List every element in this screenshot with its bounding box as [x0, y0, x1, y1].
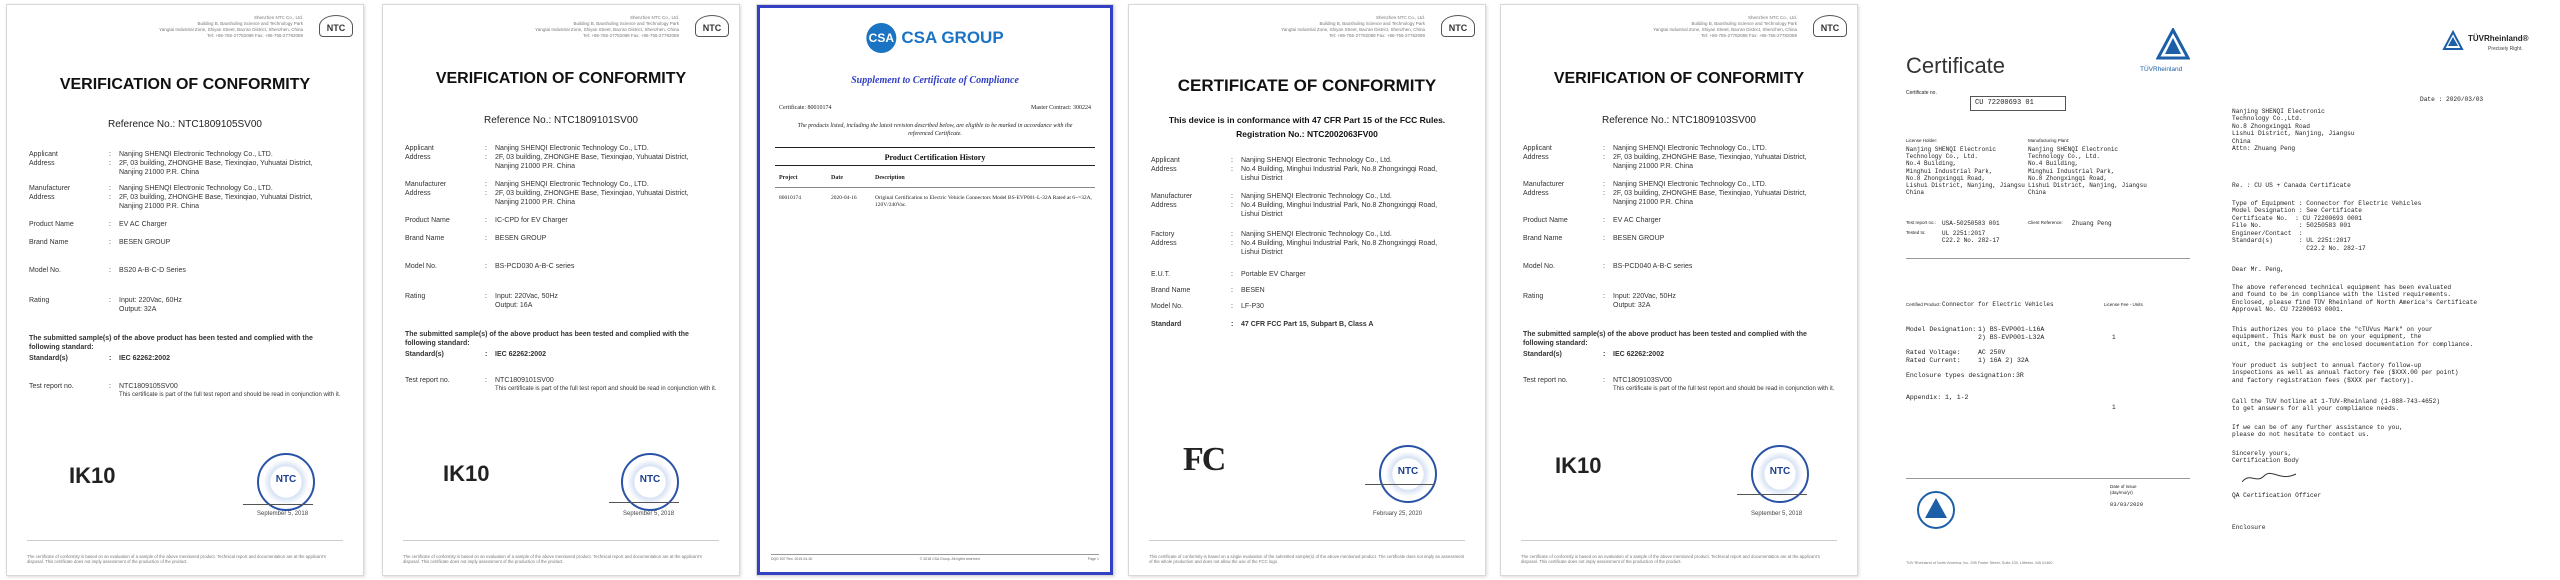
certificate-no-label: Certificate no. [1906, 90, 1937, 96]
compliance-statement: The submitted sample(s) of the above product has been tested and complied with the following standard: [29, 335, 313, 351]
product-value: IC-CPD for EV Charger [495, 217, 568, 224]
row-date: 2020-04-16 [831, 195, 857, 201]
col-date: Date [831, 175, 843, 181]
ik10-mark: IK10 [1555, 453, 1602, 478]
manufacturer-label: Manufacturer Address [1523, 181, 1565, 197]
equipment-details: Type of Equipment : Connector for Electric Vehicles Model Designation : See Certificate Certificate No. : CU 72200693 0001 File No. : 50250583 001 Engineer/Contact : Standard(s) : UL 2251:2017 C22.2 No. 282-17 [2232, 200, 2422, 252]
certificate-ntc-3[interactable]: Shenzhen NTC Co., Ltd. Building B, Baoshuling Science and Technology Park Yangtai Industrial Zone, Shiyan Street, Bao'an District, Shenzhen, China Tel: +86-755-27782088 Fax: +86-755-27782089 NTC VERIFICATION OF CONFORMITY Reference No.: NTC1809103SV00 Applicant Address : : Nanjing SHENQI Electronic Technology Co., LTD. 2F, 03 building, ZHONGHE Base, Tiexinqiao, Yuhuatai District, Nanjing 21000 P.R. China Manufacturer Address : : Nanjing SHENQI Electronic Technology Co., LTD. 2F, 03 building, ZHONGHE Base, Tiexinqiao, Yuhuatai District, Nanjing 21000 P.R. China Product Name : EV AC Charger Brand Name : BESEN GROUP Model No. : BS-PCD040 A-B-C series Rating : Input: 220Vac, 50Hz Output: 32A The submitted sample(s) of the above product has been tested and complied with the following standard: Standard(s) : IEC 62262:2002 Test report no. : NTC1809103SV00 This certificate is part of the full test report and should be read in conjunction with it. IK10 NTC September 5, 2018 The certificate of conformity is based on an evaluation of a sample of the above mentioned product. Technical report and documentation are at the applicant's disposal. This certificate does not imply assessment of the production of the product. [1500, 4, 1858, 576]
col-project: Project [779, 175, 798, 181]
factory-label: Factory Address [1151, 231, 1177, 247]
reference-number: Reference No.: NTC1809101SV00 [484, 115, 638, 126]
rating-label: Rating [1523, 293, 1544, 300]
ik10-mark: IK10 [69, 463, 116, 488]
certificate-ntc-1[interactable]: Shenzhen NTC Co., Ltd. Building B, Baoshuling Science and Technology Park Yangtai Industrial Zone, Shiyan Street, Bao'an District, Shenzhen, China Tel: +86-755-27782088 Fax: +86-755-27782089 NTC VERIFICATION OF CONFORMITY Reference No.: NTC1809105SV00 Applicant Address : : Nanjing SHENQI Electronic Technology Co., LTD. 2F, 03 building, ZHONGHE Base, Tiexinqiao, Yuhuatai District, Nanjing 21000 P.R. China Manufacturer Address : : Nanjing SHENQI Electronic Technology Co., LTD. 2F, 03 building, ZHONGHE Base, Tiexinqiao, Yuhuatai District, Nanjing 21000 P.R. China Product Name : EV AC Charger Brand Name : BESEN GROUP Model No. : BS20 A-B-C-D Series Rating : Input: 220Vac, 60Hz Output: 32A The submitted sample(s) of the above product has been tested and complied with the following standard: Standard(s) : IEC 62262:2002 Test report no. : NTC1809105SV00 This certificate is part of the full test report and should be read in conjunction with it. IK10 NTC September 5, 2018 The certificate of conformity is based on an evaluation of a sample of the above mentioned product. Technical report and documentation are at the applicant's disposal. This certificate does not imply assessment of the production of the product. [6, 4, 364, 576]
reference-number: Reference No.: NTC1809103SV00 [1602, 115, 1756, 126]
rating-value: Input: 220Vac, 50Hz Output: 16A [495, 293, 558, 309]
standard-label: Standard [1151, 321, 1182, 328]
eligibility-note: The products listed, including the latest revision described below, are eligible to be marked in accordance with the referenced Certificate. [797, 123, 1073, 137]
product-label: Product Name [405, 217, 450, 224]
issue-date: September 5, 2018 [623, 511, 675, 517]
tuv-footer: TÜV Rheinland of North America, Inc. 295 Foster Street, Suite 100, Littleton, MA 01460 [1906, 561, 2053, 566]
master-contract: Master Contract: 300224 [1031, 105, 1091, 111]
lab-header: Shenzhen NTC Co., Ltd. Building B, Baoshuling Science and Technology Park Yangtai Industrial Zone, Shiyan Street, Bao'an District, Shenzhen, China Tel: +86-755-27782088 Fax: +86-755-27782089 [535, 15, 679, 39]
csa-logo [866, 23, 1003, 53]
csa-frame [757, 5, 1113, 575]
report-note: This certificate is part of the full test report and should be read in conjunction with it. [1613, 385, 1835, 392]
signature [609, 485, 679, 503]
tested-value: UL 2251:2017 C22.2 No. 282-17 [1942, 230, 2000, 245]
model-label: Model No. [1523, 263, 1555, 270]
date-value: 03/03/2020 [2110, 501, 2144, 508]
manufacturer-label: Manufacturer Address [29, 185, 71, 201]
certificate-tuv[interactable] [1870, 4, 2210, 576]
fee-units-1: 1 [2112, 334, 2116, 341]
applicant-value: Nanjing SHENQI Electronic Technology Co., LTD. 2F, 03 building, ZHONGHE Base, Tiexinqiao, Yuhuatai District, Nanjing 21000 P.R. China [1613, 145, 1807, 170]
certificate-csa[interactable] [756, 4, 1114, 576]
letter-body-4: Call the TUV hotline at 1-TUV-Rheinland (1-888-743-4652) to get answers for all your compliance needs. [2232, 398, 2440, 413]
report-value: NTC1809105SV00 [119, 383, 178, 390]
standard-label: Standard(s) [29, 355, 68, 362]
signature [1365, 467, 1435, 485]
certificate-ntc-2[interactable]: Shenzhen NTC Co., Ltd. Building B, Baoshuling Science and Technology Park Yangtai Industrial Zone, Shiyan Street, Bao'an District, Shenzhen, China Tel: +86-755-27782088 Fax: +86-755-27782089 NTC VERIFICATION OF CONFORMITY Reference No.: NTC1809101SV00 Applicant Address : : Nanjing SHENQI Electronic Technology Co., LTD. 2F, 03 building, ZHONGHE Base, Tiexinqiao, Yuhuatai District, Nanjing 21000 P.R. China Manufacturer Address : : Nanjing SHENQI Electronic Technology Co., LTD. 2F, 03 building, ZHONGHE Base, Tiexinqiao, Yuhuatai District, Nanjing 21000 P.R. China Product Name : IC-CPD for EV Charger Brand Name : BESEN GROUP Model No. : BS-PCD030 A-B-C series Rating : Input: 220Vac, 50Hz Output: 16A The submitted sample(s) of the above product has been tested and complied with the following standard: Standard(s) : IEC 62262:2002 Test report no. : NTC1809101SV00 This certificate is part of the full test report and should be read in conjunction with it. IK10 NTC September 5, 2018 The certificate of conformity is based on an evaluation of a sample of the above mentioned product. Technical report and documentation are at the applicant's disposal. This certificate does not imply assessment of the production of the product. [382, 4, 740, 576]
registration-number: Registration No.: NTC2002063FV00 [1236, 129, 1378, 139]
lab-header: Shenzhen NTC Co., Ltd. Building B, Baoshuling Science and Technology Park Yangtai Industrial Zone, Shiyan Street, Bao'an District, Shenzhen, China Tel: +86-755-27782088 Fax: +86-755-27782089 [159, 15, 303, 39]
issue-date: September 5, 2018 [257, 511, 309, 517]
report-value: NTC1809103SV00 [1613, 377, 1672, 384]
tuv-tagline: Precisely Right. [2488, 46, 2523, 52]
compliance-statement: The submitted sample(s) of the above product has been tested and complied with the following standard: [1523, 331, 1807, 347]
rating-label: Rating [29, 297, 50, 304]
mfg-label: Manufacturing Plant: [2028, 138, 2070, 143]
certificate-footer: The certificate of conformity is based on an evaluation of a sample of the above mentioned product. Technical report and documentation are at the applicant's disposal. This certificate does not imply assessment of the production of the product. [27, 553, 326, 565]
enclosure: Enclosure [2232, 524, 2266, 531]
product-value: Connector for Electric Vehicles [1942, 301, 2054, 308]
report-value: USA-50250583 001 [1942, 220, 2000, 227]
brand-label: Brand Name [29, 239, 69, 246]
license-fee-label: License Fee - Units [2104, 302, 2143, 307]
manufacturer-value: Nanjing SHENQI Electronic Technology Co., Ltd. No.4 Building, Minghui Industrial Park, No.8 Zhongxingqi Road, Lishui District [1241, 193, 1438, 218]
brand-value: BESEN [1241, 287, 1265, 294]
manufacturer-value: Nanjing SHENQI Electronic Technology Co., LTD. 2F, 03 building, ZHONGHE Base, Tiexinqiao, Yuhuatai District, Nanjing 21000 P.R. China [1613, 181, 1807, 206]
date-label: Date of Issue (day/mo/yr) [2110, 484, 2137, 495]
report-note: This certificate is part of the full test report and should be read in conjunction with it. [119, 391, 341, 398]
manufacturer-label: Manufacturer Address [405, 181, 447, 197]
issue-date: February 25, 2020 [1373, 511, 1423, 517]
salutation: Dear Mr. Peng, [2232, 266, 2284, 273]
product-label: Product Name [29, 221, 74, 228]
brand-label: Brand Name [1523, 235, 1563, 242]
client-label: Client Reference: [2028, 220, 2063, 225]
applicant-label: Applicant Address [1151, 157, 1180, 173]
rating-value: Input: 220Vac, 50Hz Output: 32A [1613, 293, 1676, 309]
brand-value: BESEN GROUP [119, 239, 171, 246]
certificate-fcc[interactable]: Shenzhen NTC Co., Ltd. Building B, Baoshuling Science and Technology Park Yangtai Industrial Zone, Shiyan Street, Bao'an District, Shenzhen, China Tel: +86-755-27782088 Fax: +86-755-27782089 NTC CERTIFICATE OF CONFORMITY This device is in conformance with 47 CFR Part 15 of the FCC Rules. Registration No.: NTC2002063FV00 Applicant Address : : Nanjing SHENQI Electronic Technology Co., Ltd. No.4 Building, Minghui Industrial Park, No.8 Zhongxingqi Road, Lishui District Manufacturer Address : : Nanjing SHENQI Electronic Technology Co., Ltd. No.4 Building, Minghui Industrial Park, No.8 Zhongxingqi Road, Lishui District Factory Address : : Nanjing SHENQI Electronic Technology Co., Ltd. No.4 Building, Minghui Industrial Park, No.8 Zhongxingqi Road, Lishui District E.U.T. : Portable EV Charger Brand Name : BESEN Model No. : LF-P30 Standard : 47 CFR FCC Part 15, Subpart B, Class A FC NTC February 25, 2020 This certificate of conformity is based on a single evaluation of the submitted sample(s) of the above mentioned product. The certificate does not imply an assessment of the whole production and does not allow the use of the FCC logo. [1128, 4, 1486, 576]
letter-body-1: The above referenced technical equipment has been evaluated and found to be in compliance with the listed requirements. Enclosed, please find TÜV Rheinland of North America's Certificate Approval No. CU 72200693 0001. [2232, 284, 2478, 314]
lab-header: Shenzhen NTC Co., Ltd. Building B, Baoshuling Science and Technology Park Yangtai Industrial Zone, Shiyan Street, Bao'an District, Shenzhen, China Tel: +86-755-27782088 Fax: +86-755-27782089 [1653, 15, 1797, 39]
ctuvus-mark-icon [1916, 490, 1956, 530]
product-details: Model Designation: 1) BS-EVP001-L16A 2) BS-EVP001-L32A Rated Voltage: AC 250V Rated Current: 1) 16A 2) 32A Enclosure types designation: 3R Appendix: 1, 1-2 [1906, 326, 2045, 402]
signature [1737, 477, 1807, 495]
ntc-seal-icon: NTC [257, 453, 315, 511]
tested-label: Tested to: [1906, 230, 1926, 235]
certificate-footer: This certificate of conformity is based on a single evaluation of the submitted sample(s) of the above mentioned product. The certificate does not imply an assessment of the whole production and does not allow the use of the FCC logo. [1149, 553, 1465, 565]
history-row [779, 195, 1093, 209]
row-project: 80010174 [779, 195, 801, 201]
closing: Sincerely yours, Certification Body [2232, 450, 2299, 465]
rating-value: Input: 220Vac, 60Hz Output: 32A [119, 297, 182, 313]
certificate-footer: The certificate of conformity is based on an evaluation of a sample of the above mentioned product. Technical report and documentation are at the applicant's disposal. This certificate does not imply assessment of the production of the product. [403, 553, 702, 565]
tuv-brand: TÜVRheinland [2140, 66, 2183, 73]
lab-header: Shenzhen NTC Co., Ltd. Building B, Baoshuling Science and Technology Park Yangtai Industrial Zone, Shiyan Street, Bao'an District, Shenzhen, China Tel: +86-755-27782088 Fax: +86-755-27782089 [1281, 15, 1425, 39]
standard-label: Standard(s) [405, 351, 444, 358]
product-label: Certified Product: [1906, 302, 1941, 307]
applicant-label: Applicant Address [405, 145, 434, 161]
csa-logo-text: CSA GROUP [901, 28, 1004, 47]
csa-logo-icon: CSA [866, 23, 896, 53]
holder-label: License Holder: [1906, 138, 1938, 143]
model-value: BS-PCD040 A-B-C series [1613, 263, 1693, 270]
signature-icon [2240, 470, 2300, 486]
ik10-mark: IK10 [443, 461, 490, 486]
tuv-brand: TÜVRheinland® [2468, 34, 2529, 43]
ntc-logo-icon: NTC [319, 15, 353, 37]
reference-number: Reference No.: NTC1809105SV00 [108, 119, 262, 130]
ntc-seal-icon: NTC [1379, 445, 1437, 503]
compliance-statement: The submitted sample(s) of the above product has been tested and complied with the following standard: [405, 331, 689, 347]
report-note: This certificate is part of the full test report and should be read in conjunction with it. [495, 385, 717, 392]
ntc-seal-icon: NTC [1751, 445, 1809, 503]
certificate-number: Certificate: 80010174 [779, 105, 832, 111]
signature [243, 487, 313, 505]
certificate-title: VERIFICATION OF CONFORMITY [1553, 70, 1805, 87]
letter-body-5: If we can be of any further assistance to you, please do not hesitate to contact us. [2232, 424, 2403, 439]
certificate-no: CU 72200693 01 [1970, 96, 2066, 111]
applicant-value: Nanjing SHENQI Electronic Technology Co., LTD. 2F, 03 building, ZHONGHE Base, Tiexinqiao, Yuhuatai District, Nanjing 21000 P.R. China [495, 145, 689, 170]
mfg-value: Nanjing SHENQI Electronic Technology Co., Ltd. No.4 Building, Minghui Industrial Park, No.8 Zhongxingqi Road, Lishui District, Nanjing, Jiangsu China [2028, 146, 2147, 197]
product-label: Product Name [1523, 217, 1568, 224]
brand-label: Brand Name [1151, 287, 1191, 294]
certificate-title: Certificate [1906, 53, 2006, 78]
manufacturer-label: Manufacturer Address [1151, 193, 1193, 209]
letter-date: Date : 2020/03/03 [2420, 96, 2484, 103]
ntc-logo-icon: NTC [1813, 15, 1847, 37]
report-label: Test report no. [1523, 377, 1568, 384]
ntc-seal-icon: NTC [621, 453, 679, 511]
letter-body-2: This authorizes you to place the "cTUVus Mark" on your equipment. This Mark must be on your equipment, the unit, the packaging or the enclosed documentation for compliance. [2232, 326, 2474, 348]
ntc-logo-icon: NTC [1441, 15, 1475, 37]
ntc-logo-icon: NTC [695, 15, 729, 37]
brand-value: BESEN GROUP [495, 235, 547, 242]
letter-body-3: Your product is subject to annual factory follow-up inspections as well as annual factory fee ($XXX.00 per point) and factory registration fees ($XXX per factory). [2232, 362, 2459, 384]
report-label: Test report no. [405, 377, 450, 384]
model-value: BS-PCD030 A-B-C series [495, 263, 575, 270]
rating-label: Rating [405, 293, 426, 300]
recipient-address: Nanjing SHENQI Electronic Technology Co.,Ltd. No.8 Zhongxingqi Road Lishui District, Nanjing, Jiangsu China Attn: Zhuang Peng [2232, 108, 2355, 153]
brand-value: BESEN GROUP [1613, 235, 1665, 242]
standard-label: Standard(s) [1523, 351, 1562, 358]
tuv-logo-icon [2156, 28, 2190, 62]
signer-title: QA Certification Officer [2232, 492, 2322, 499]
model-value: LF-P30 [1241, 303, 1264, 310]
col-description: Description [875, 175, 905, 181]
brand-label: Brand Name [405, 235, 445, 242]
certificate-title: VERIFICATION OF CONFORMITY [435, 70, 687, 87]
supplement-title: Supplement to Certificate of Compliance [851, 75, 1019, 86]
model-label: Model No. [29, 267, 61, 274]
tuv-logo-icon [2442, 30, 2464, 52]
letter-subject: Re. : CU US + Canada Certificate [2232, 182, 2351, 189]
applicant-value: Nanjing SHENQI Electronic Technology Co., Ltd. No.4 Building, Minghui Industrial Park, No.8 Zhongxingqi Road, Lishui District [1241, 157, 1438, 182]
certificate-title: CERTIFICATE OF CONFORMITY [1177, 76, 1437, 95]
product-value: EV AC Charger [1613, 217, 1661, 224]
issue-date: September 5, 2018 [1751, 511, 1803, 517]
history-title: Product Certification History [884, 153, 986, 162]
report-label: Test report no.: [1906, 220, 1937, 225]
csa-footer: DQD 507 Rev. 2019-04-30 © 2018 CSA Group. All rights reserved. Page 1 [771, 554, 1099, 561]
certificate-title: VERIFICATION OF CONFORMITY [59, 76, 311, 93]
applicant-label: Applicant Address [29, 151, 58, 167]
certificate-footer: The certificate of conformity is based on an evaluation of a sample of the above mentioned product. Technical report and documentation are at the applicant's disposal. This certificate does not imply assessment of the production of the product. [1521, 553, 1820, 565]
standard-value: IEC 62262:2002 [119, 355, 170, 362]
manufacturer-value: Nanjing SHENQI Electronic Technology Co., LTD. 2F, 03 building, ZHONGHE Base, Tiexinqiao, Yuhuatai District, Nanjing 21000 P.R. China [119, 185, 313, 210]
holder-value: Nanjing SHENQI Electronic Technology Co., Ltd. No.4 Building, Minghui Industrial Park, No.8 Zhongxingqi Road, Lishui District, Nanjing, Jiangsu China [1906, 146, 2025, 197]
model-label: Model No. [1151, 303, 1183, 310]
eut-value: Portable EV Charger [1241, 271, 1306, 278]
standard-value: IEC 62262:2002 [495, 351, 546, 358]
fee-units-2: 1 [2112, 404, 2116, 411]
applicant-value: Nanjing SHENQI Electronic Technology Co., LTD. 2F, 03 building, ZHONGHE Base, Tiexinqiao, Yuhuatai District, Nanjing 21000 P.R. China [119, 151, 313, 176]
report-label: Test report no. [29, 383, 74, 390]
client-value: Zhuang Peng [2072, 220, 2112, 227]
history-header [779, 175, 905, 183]
tuv-letter[interactable] [2222, 4, 2556, 576]
eut-label: E.U.T. [1151, 271, 1171, 278]
model-value: BS20 A-B-C-D Series [119, 267, 186, 274]
conformance-line: This device is in conformance with 47 CFR Part 15 of the FCC Rules. [1168, 115, 1446, 125]
standard-value: 47 CFR FCC Part 15, Subpart B, Class A [1241, 321, 1374, 328]
row-description: Original Certification to Electric Vehicle Connectors Model BS-EVP001-L-32A Rated at 6~=32A, 120V/240Vac. [875, 195, 1092, 208]
report-value: NTC1809101SV00 [495, 377, 554, 384]
model-label: Model No. [405, 263, 437, 270]
standard-value: IEC 62262:2002 [1613, 351, 1664, 358]
fcc-logo-icon: FC [1183, 441, 1225, 478]
product-value: EV AC Charger [119, 221, 167, 228]
manufacturer-value: Nanjing SHENQI Electronic Technology Co., LTD. 2F, 03 building, ZHONGHE Base, Tiexinqiao, Yuhuatai District, Nanjing 21000 P.R. China [495, 181, 689, 206]
applicant-label: Applicant Address [1523, 145, 1552, 161]
factory-value: Nanjing SHENQI Electronic Technology Co., Ltd. No.4 Building, Minghui Industrial Park, No.8 Zhongxingqi Road, Lishui District [1241, 231, 1438, 256]
